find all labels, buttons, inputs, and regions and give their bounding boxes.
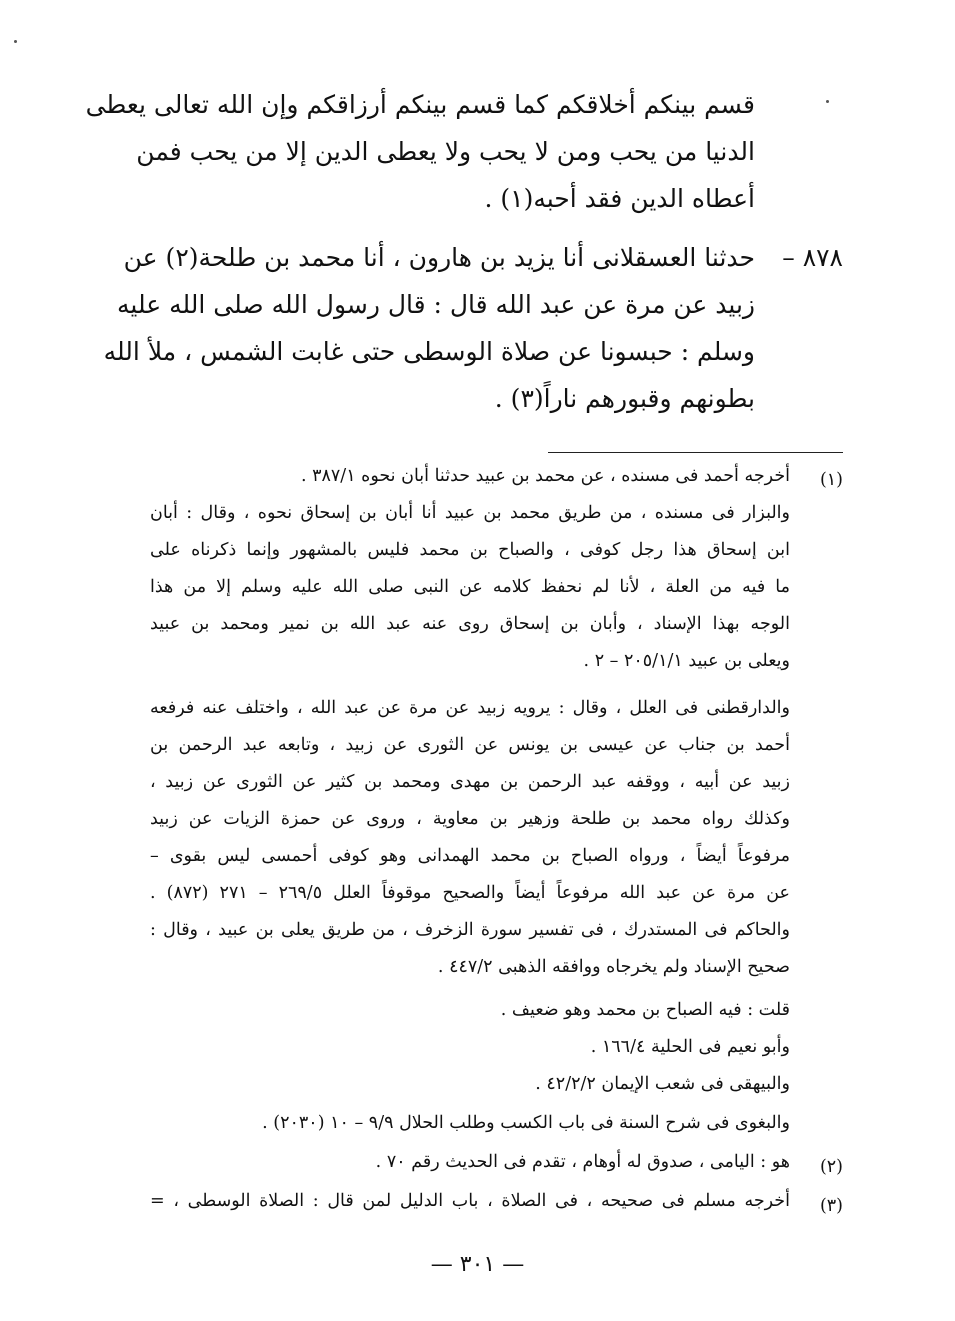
footnote-line: صحيح الإسناد ولم يخرجاه ووافقه الذهبى ٤٤٧/٢ . bbox=[437, 957, 790, 977]
footnote-line: أخرجه مسلم فى صحيحه ، فى الصلاة ، باب الدليل لمن قال : الصلاة الوسطى ، = bbox=[150, 1191, 790, 1211]
main-text-line: الدنيا من يحب ومن لا يحب ولا يعطى الدين إلا من يحب فمن bbox=[136, 137, 755, 166]
footnote-line: قلت : فيه الصباح بن محمد وهو ضعيف . bbox=[500, 1000, 790, 1020]
footnote-line: زبيد عن أبيه ، ووقفه عبد الرحمن بن مهدى ومحمد بن كثير عن الثورى عن زبيد ، bbox=[150, 772, 790, 792]
main-text-line: قسم بينكم أخلاقكم كما قسم بينكم أرزاقكم وإن الله تعالى يعطى bbox=[85, 90, 755, 119]
footnote-line: عن مرة عن عبد الله مرفوعاً أيضاً والصحيح موقوفاً العلل ٢٦٩/٥ – ٢٧١ (٨٧٢) . bbox=[150, 883, 790, 903]
page-number: — ٣٠١ — bbox=[430, 1252, 525, 1277]
footnote-line: وأبو نعيم فى الحلية ١٦٦/٤ . bbox=[590, 1037, 790, 1057]
hadith-text-line: بطونهم وقبورهم ناراً(٣) . bbox=[494, 384, 755, 413]
footnote-marker: (١) bbox=[819, 470, 843, 490]
hadith-text-line: زبيد عن مرة عن عبد الله قال : قال رسول الله صلى الله عليه bbox=[117, 290, 755, 319]
footnote-line: والدارقطنى فى العلل ، وقال : يرويه زبيد عن مرة عن عبد الله ، واختلف عنه فرفعه bbox=[150, 698, 790, 718]
footnote-line: أحمد بن جناب عن عيسى بن يونس عن الثورى عن زبيد ، وتابعه عبد الرحمن بن bbox=[150, 735, 790, 755]
footnote-line: والبيهقى فى شعب الإيمان ٤٢/٢/٢ . bbox=[535, 1074, 790, 1094]
scan-speck bbox=[14, 40, 17, 43]
hadith-text-line: حدثنا العسقلانى أنا يزيد بن هارون ، أنا محمد بن طلحة(٢) عن bbox=[123, 243, 755, 272]
footnote-line: والبغوى فى شرح السنة فى باب الكسب وطلب الحلال ٩/٩ – ١٠ (٢٠٣٠) . bbox=[262, 1113, 790, 1133]
hadith-text-line: وسلم : حبسونا عن صلاة الوسطى حتى غابت الشمس ، ملأ الله bbox=[103, 337, 755, 366]
footnote-line: والحاكم فى المستدرك ، فى تفسير سورة الزخرف ، من طريق يعلى بن عبيد ، وقال : bbox=[150, 920, 790, 940]
footnote-separator bbox=[548, 452, 843, 453]
main-text-line: أعطاه الدين فقد أحبه(١) . bbox=[484, 184, 755, 213]
footnote-line: مرفوعاً أيضاً ، ورواه الصباح بن محمد الهمدانى وهو كوفى أحمسى ليس بقوى – bbox=[150, 846, 790, 866]
footnote-line: أخرجه أحمد فى مسنده ، عن محمد بن عبيد حدثنا أبان نحوه ٣٨٧/١ . bbox=[300, 466, 790, 486]
hadith-number: ٨٧٨ – bbox=[782, 243, 843, 272]
footnote-marker: (٢) bbox=[819, 1157, 843, 1177]
footnote-line: الوجه بهذا الإسناد ، وأبان بن إسحاق روى عنه عبد الله بن نمير ومحمد بن عبيد bbox=[150, 614, 790, 634]
footnote-line: هو : اليامى ، صدوق له أوهام ، تقدم فى الحديث رقم ٧٠ . bbox=[375, 1152, 790, 1172]
footnote-line: ما فيه من العلة ، لأنا لم نحفظ كلامه عن النبى صلى الله عليه وسلم إلا من هذا bbox=[150, 577, 790, 597]
scan-speck bbox=[826, 100, 829, 103]
footnote-line: ابن إسحاق هذا رجل كوفى ، والصباح بن محمد فليس بالمشهور وإنما ذكرناه على bbox=[150, 540, 790, 560]
footnote-line: والبزار فى مسنده ، من طريق محمد بن عبيد أنا أبان بن إسحاق نحوه ، وقال : أبان bbox=[150, 503, 790, 523]
footnote-line: وكذلك رواه محمد بن طلحة وزهير بن معاوية ، وروى عن حمزة الزيات عن زبيد bbox=[150, 809, 790, 829]
footnote-marker: (٣) bbox=[819, 1196, 843, 1216]
footnote-line: ويعلى بن عبيد ٢٠٥/١/١ – ٢ . bbox=[583, 651, 790, 671]
